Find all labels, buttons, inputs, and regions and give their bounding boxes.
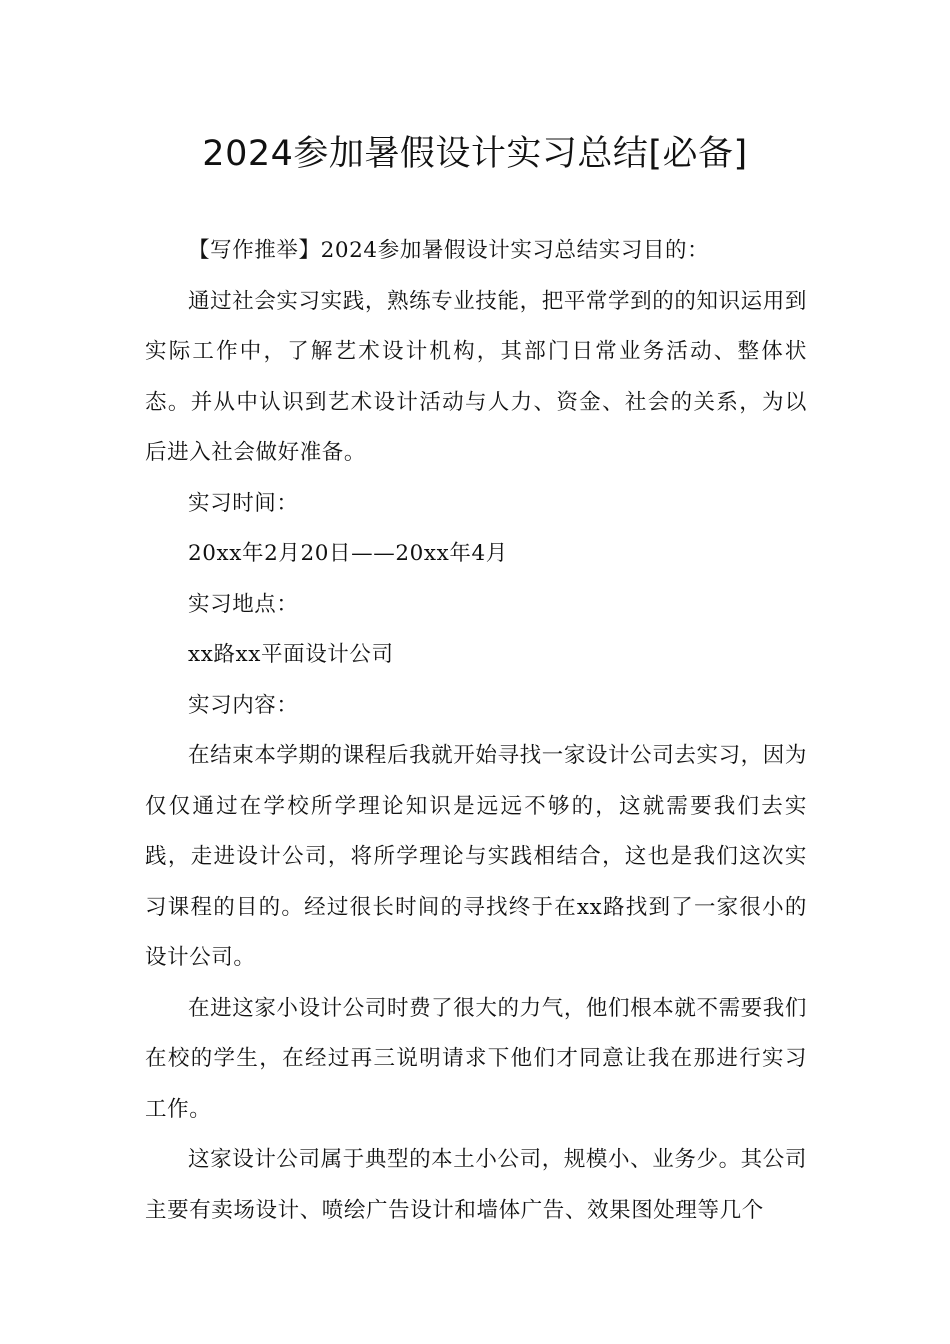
paragraph-intro: 【写作推举】2024参加暑假设计实习总结实习目的： (188, 238, 710, 263)
paragraph-content-3: 这家设计公司属于典型的本土小公司，规模小、业务少。其公司主要有卖场设计、喷绘广告设计和墙体广告、效果图处理等几个 (145, 1147, 807, 1223)
paragraph-location-label: 实习地点： (188, 591, 299, 617)
paragraph-purpose: 通过社会实习实践，熟练专业技能，把平常学到的的知识运用到实际工作中，了解艺术设计机构，其部门日常业务活动、整体状态。并从中认识到艺术设计活动与人力、资金、社会的关系，为以后进入社会做好准备。 (145, 288, 807, 465)
paragraph-location-value: xx路xx平面设计公司 (188, 642, 394, 667)
paragraph-content-1: 在结束本学期的课程后我就开始寻找一家设计公司去实习，因为仅仅通过在学校所学理论知识是远远不够的，这就需要我们去实践，走进设计公司，将所学理论与实践相结合，这也是我们这次实习课程的目的。经过很长时间的寻找终于在xx路找到了一家很小的设计公司。 (145, 743, 807, 970)
document-title: 2024参加暑假设计实习总结[必备] (202, 134, 748, 174)
paragraph-time-value: 20xx年2月20日——20xx年4月 (188, 541, 508, 566)
document-body (145, 226, 807, 1236)
paragraph-time-label: 实习时间： (188, 490, 299, 516)
paragraph-content-2: 在进这家小设计公司时费了很大的力气，他们根本就不需要我们在校的学生，在经过再三说明请求下他们才同意让我在那进行实习工作。 (145, 995, 807, 1122)
paragraph-content-label: 实习内容： (188, 692, 299, 718)
